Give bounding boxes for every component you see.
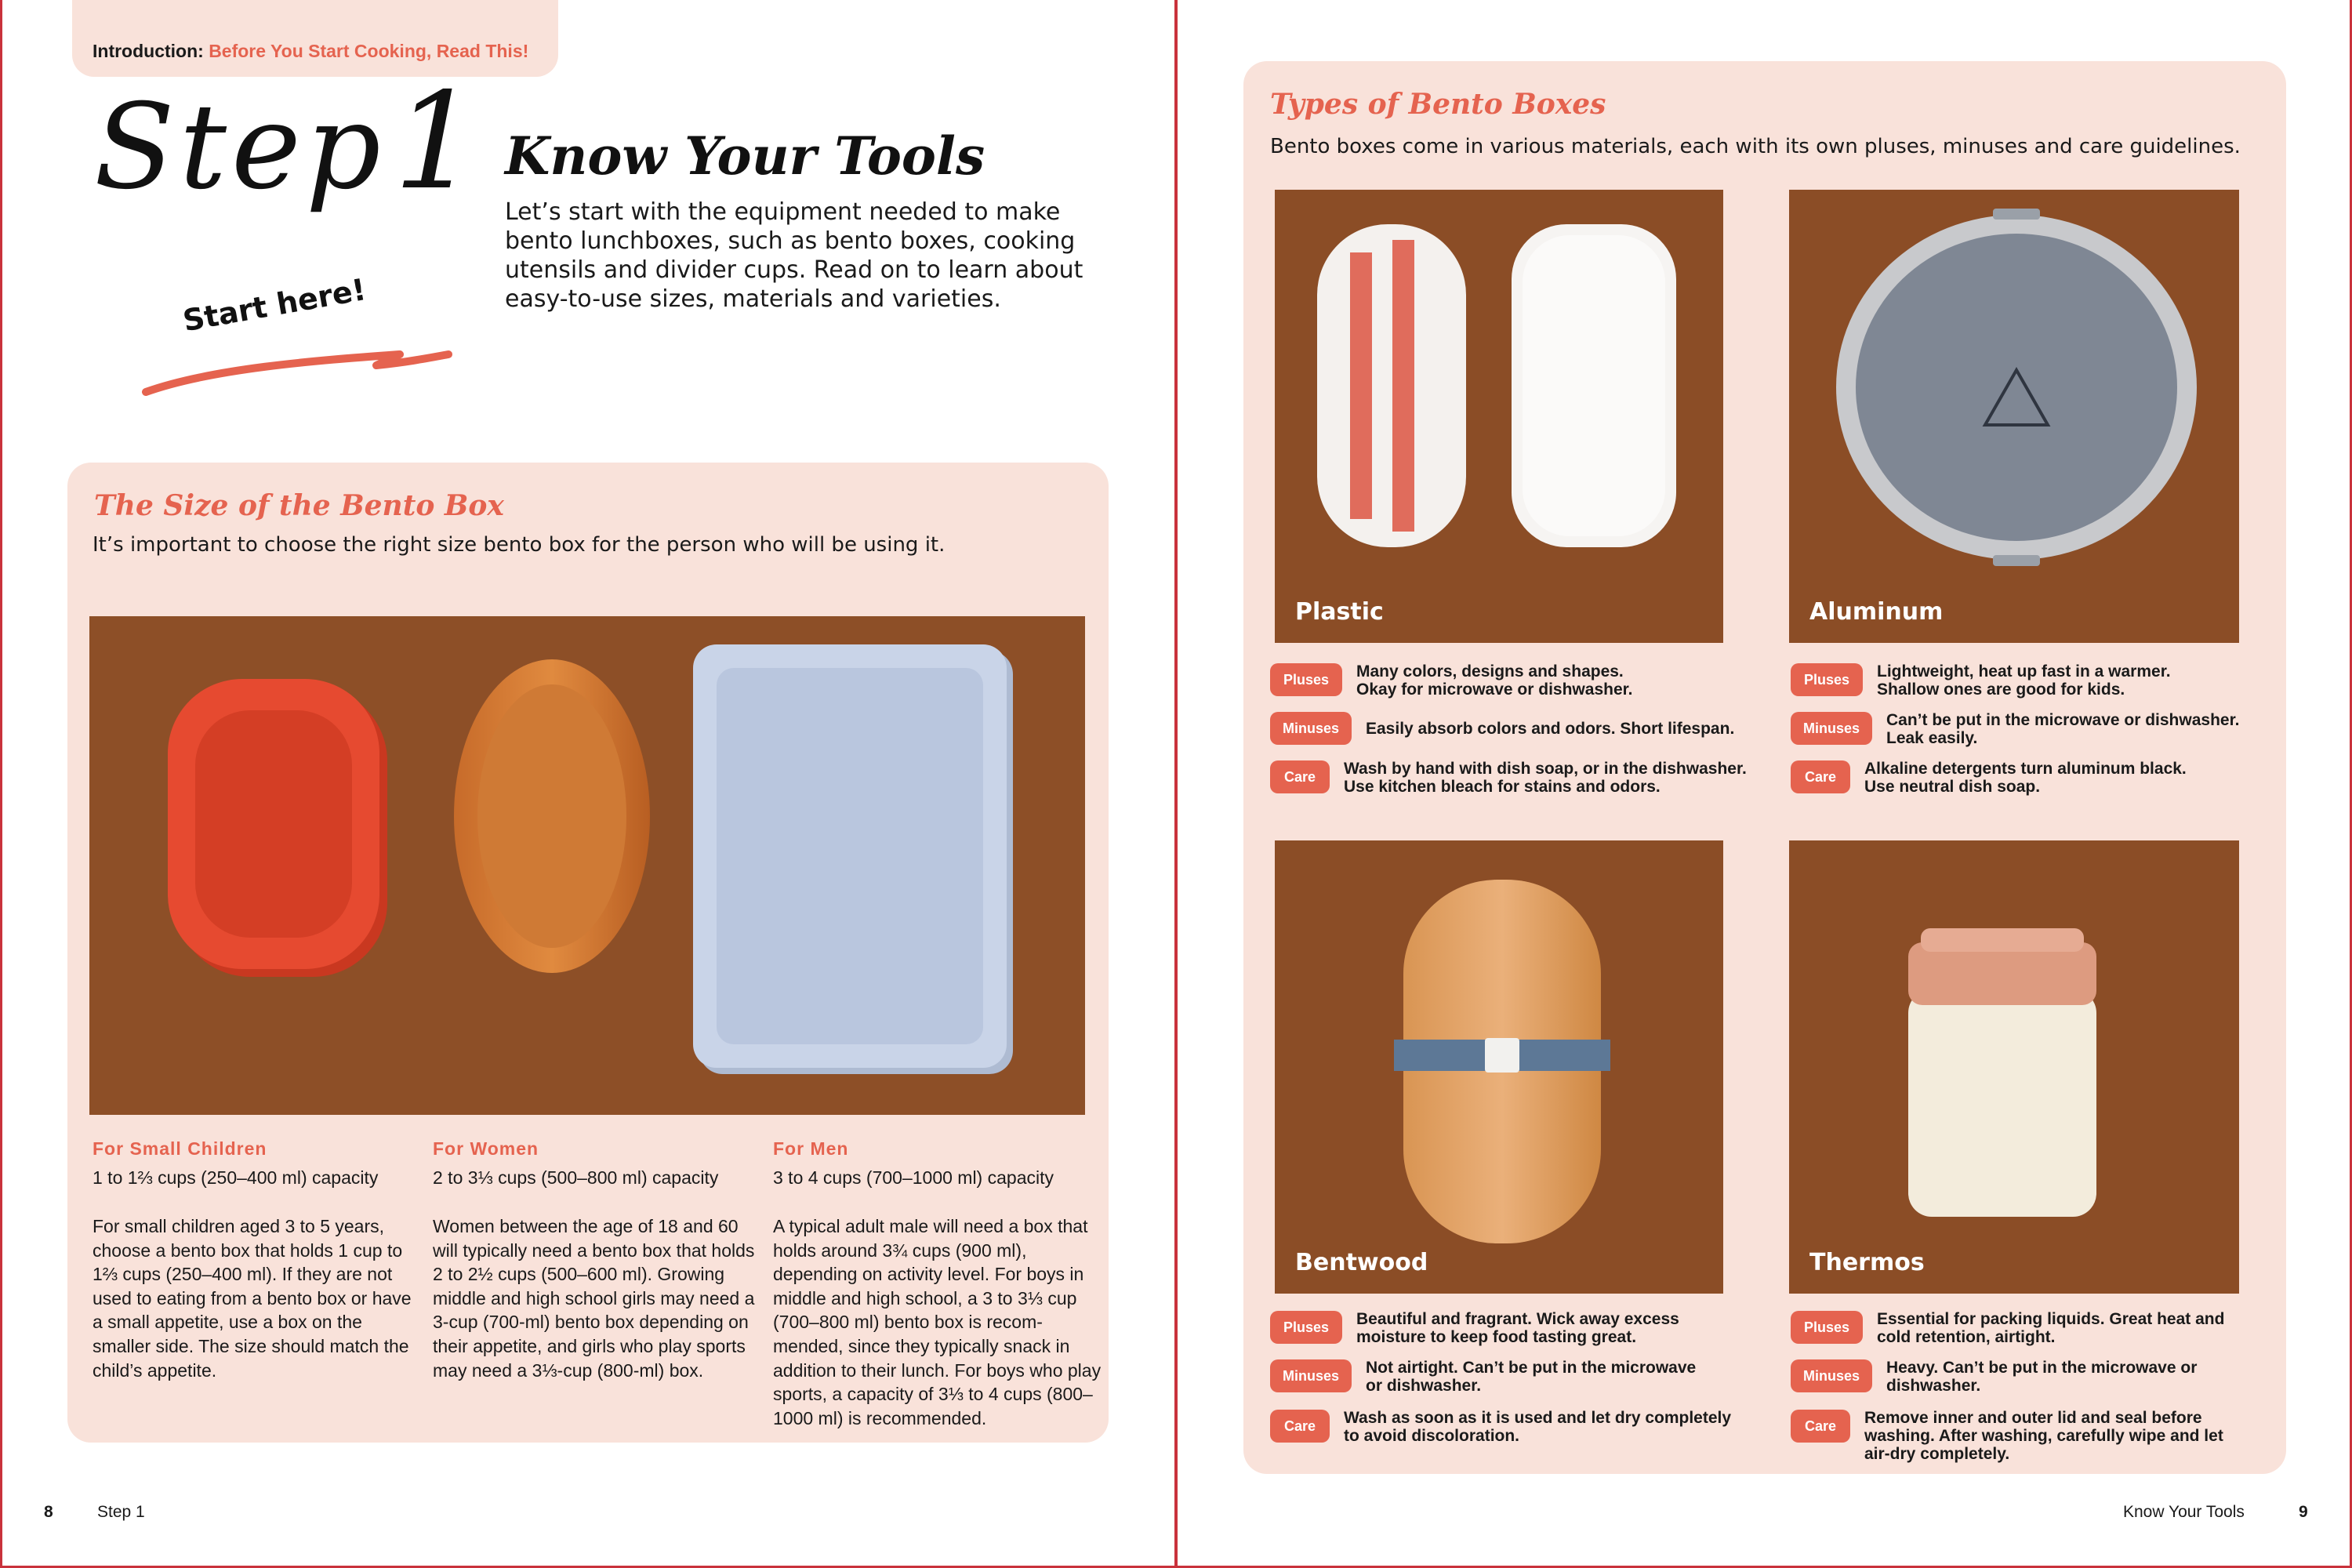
plastic-box-illustration xyxy=(1275,190,1723,643)
plastic-minuses-text: Easily absorb colors and odors. Short lifespan. xyxy=(1366,720,1735,738)
bentwood-minuses xyxy=(1270,1359,1696,1395)
running-footer-left: Step 1 xyxy=(97,1503,145,1521)
care-badge: Care xyxy=(1791,760,1850,793)
plastic-care-text: Wash by hand with dish soap, or in the dishwasher. Use kitchen bleach for stains and odors. xyxy=(1344,760,1747,796)
bentwood-care-text: Wash as soon as it is used and let dry completely to avoid discoloration. xyxy=(1344,1409,1732,1445)
lid-stripe xyxy=(1392,240,1414,532)
thermos-lid-top xyxy=(1921,928,2084,952)
page-number-left: 8 xyxy=(44,1503,53,1521)
thermos-pluses-text: Essential for packing liquids. Great heat and cold retention, airtight. xyxy=(1877,1310,2225,1346)
size-column-body: Women between the age of 18 and 60 will typically need a bento box that holds 2 to 2½ cups (500–600 ml). Growing middle and high school girls may need a 3-cup (700-ml) bento box depending on their appetite, and girls who play sports may need a 3⅓-cup (800-ml) box. xyxy=(433,1216,755,1381)
bento-size-heading: The Size of the Bento Box xyxy=(94,489,504,522)
start-here-swoosh-icon xyxy=(141,337,455,400)
page-number-right: 9 xyxy=(2299,1503,2308,1521)
men-box-inner xyxy=(717,668,983,1044)
book-spine xyxy=(1174,0,1178,1568)
size-column-heading: For Men xyxy=(773,1138,849,1159)
small-box-inner xyxy=(195,710,352,938)
aluminum-care xyxy=(1791,760,2187,796)
bento-types-heading: Types of Bento Boxes xyxy=(1270,88,1606,121)
size-column-heading: For Small Children xyxy=(93,1138,267,1159)
intro-tab-text xyxy=(93,41,528,62)
left-page xyxy=(0,0,1174,1568)
thermos-pluses xyxy=(1791,1311,2224,1346)
bentwood-care xyxy=(1270,1410,1731,1445)
size-column-capacity: 1 to 1⅔ cups (250–400 ml) capacity xyxy=(93,1167,379,1188)
bento-sizes-illustration xyxy=(89,616,1085,1115)
bentwood-minuses-text: Not airtight. Can’t be put in the microwave or dishwasher. xyxy=(1366,1359,1697,1395)
minuses-badge: Minuses xyxy=(1270,712,1352,745)
aluminum-minuses xyxy=(1791,712,2239,747)
size-column-body: A typical adult male will need a box that holds around 3¾ cups (900 ml), depending on activity level. For boys in middle and high school, a 3 to 3⅓ cup (700–800 ml) bento box is recom-mended, since they typically snack in addition to their lunch. For boys who play sports, a capacity of 3⅓ to 4 cups (800–1000 ml) is recommended. xyxy=(773,1216,1102,1428)
plastic-lid-striped xyxy=(1317,224,1466,547)
thermos-body xyxy=(1908,989,2096,1217)
aluminum-pluses-text: Lightweight, heat up fast in a warmer. Shallow ones are good for kids. xyxy=(1877,662,2171,699)
minuses-badge: Minuses xyxy=(1791,1359,1872,1392)
size-column-body: For small children aged 3 to 5 years, choose a bento box that holds 1 cup to 1⅔ cups (250–400 ml). If they are not used to eating from a bento box or have a small appetite, use a box on the smaller side. The size should match the child’s appetite. xyxy=(93,1216,412,1381)
start-here-label: Start here! xyxy=(180,272,369,339)
running-footer-right: Know Your Tools xyxy=(2123,1503,2245,1521)
plastic-pluses xyxy=(1270,663,1632,699)
intro-tab-label: Introduction: xyxy=(93,41,204,61)
bentwood-pluses-text: Beautiful and fragrant. Wick away excess moisture to keep food tasting great. xyxy=(1356,1310,1679,1346)
size-column-men xyxy=(773,1138,1102,1430)
bentwood-box-illustration xyxy=(1275,840,1723,1294)
plastic-pluses-text: Many colors, designs and shapes. Okay for microwave or dishwasher. xyxy=(1356,662,1633,699)
care-badge: Care xyxy=(1270,1410,1330,1443)
aluminum-care-text: Alkaline detergents turn aluminum black. Use neutral dish soap. xyxy=(1864,760,2187,796)
pluses-badge: Pluses xyxy=(1791,663,1863,696)
care-badge: Care xyxy=(1791,1410,1850,1443)
bentwood-photo xyxy=(1275,840,1723,1294)
bentwood-pluses xyxy=(1270,1311,1679,1346)
aluminum-box-lid xyxy=(1856,234,2177,541)
thermos-photo xyxy=(1789,840,2239,1294)
know-your-tools-heading: Know Your Tools xyxy=(505,125,985,187)
women-box-inner xyxy=(477,684,626,948)
thermos-minuses-text: Heavy. Can’t be put in the microwave or dishwasher. xyxy=(1886,1359,2198,1395)
thermos-care-text: Remove inner and outer lid and seal before washing. After washing, carefully wipe and let air-dry completely. xyxy=(1864,1409,2223,1463)
thermos-minuses xyxy=(1791,1359,2197,1395)
bento-sizes-photo xyxy=(89,616,1085,1115)
size-column-capacity: 3 to 4 cups (700–1000 ml) capacity xyxy=(773,1167,1054,1188)
size-column-women xyxy=(433,1138,762,1382)
aluminum-photo xyxy=(1789,190,2239,643)
page-edge-left xyxy=(0,0,2,1568)
care-badge: Care xyxy=(1270,760,1330,793)
bento-types-intro: Bento boxes come in various materials, each with its own pluses, minuses and care guidelines. xyxy=(1270,135,2241,158)
thermos-illustration xyxy=(1789,840,2239,1294)
right-page xyxy=(1178,0,2352,1568)
aluminum-minuses-text: Can’t be put in the microwave or dishwasher. Leak easily. xyxy=(1886,711,2240,747)
plastic-box-inner xyxy=(1523,235,1665,536)
intro-paragraph: Let’s start with the equipment needed to make bento lunchboxes, such as bento boxes, cooking utensils and divider cups. Read on to learn about easy-to-use sizes, materials and varieties. xyxy=(505,198,1083,313)
thermos-care xyxy=(1791,1410,2223,1463)
intro-tab xyxy=(72,0,558,77)
size-column-capacity: 2 to 3⅓ cups (500–800 ml) capacity xyxy=(433,1167,719,1188)
size-column-heading: For Women xyxy=(433,1138,539,1159)
pluses-badge: Pluses xyxy=(1270,663,1342,696)
plastic-minuses xyxy=(1270,712,1734,745)
step-heading xyxy=(94,64,483,220)
type-label-thermos: Thermos xyxy=(1809,1249,1925,1276)
pluses-badge: Pluses xyxy=(1270,1311,1342,1344)
aluminum-clip xyxy=(1993,555,2040,566)
aluminum-box-illustration xyxy=(1789,190,2239,643)
plastic-photo xyxy=(1275,190,1723,643)
band-clasp xyxy=(1485,1038,1519,1073)
aluminum-clip xyxy=(1993,209,2040,220)
minuses-badge: Minuses xyxy=(1270,1359,1352,1392)
intro-tab-title: Before You Start Cooking, Read This! xyxy=(209,41,529,61)
step-number: 1 xyxy=(393,64,483,220)
step-word: Step xyxy=(94,79,386,216)
size-column-children xyxy=(93,1138,422,1382)
aluminum-pluses xyxy=(1791,663,2171,699)
pluses-badge: Pluses xyxy=(1791,1311,1863,1344)
plastic-care xyxy=(1270,760,1747,796)
minuses-badge: Minuses xyxy=(1791,712,1872,745)
bento-size-intro: It’s important to choose the right size bento box for the person who will be using it. xyxy=(93,533,946,557)
type-label-plastic: Plastic xyxy=(1295,598,1384,626)
type-label-bentwood: Bentwood xyxy=(1295,1249,1428,1276)
lid-stripe xyxy=(1350,252,1372,519)
type-label-aluminum: Aluminum xyxy=(1809,598,1944,626)
